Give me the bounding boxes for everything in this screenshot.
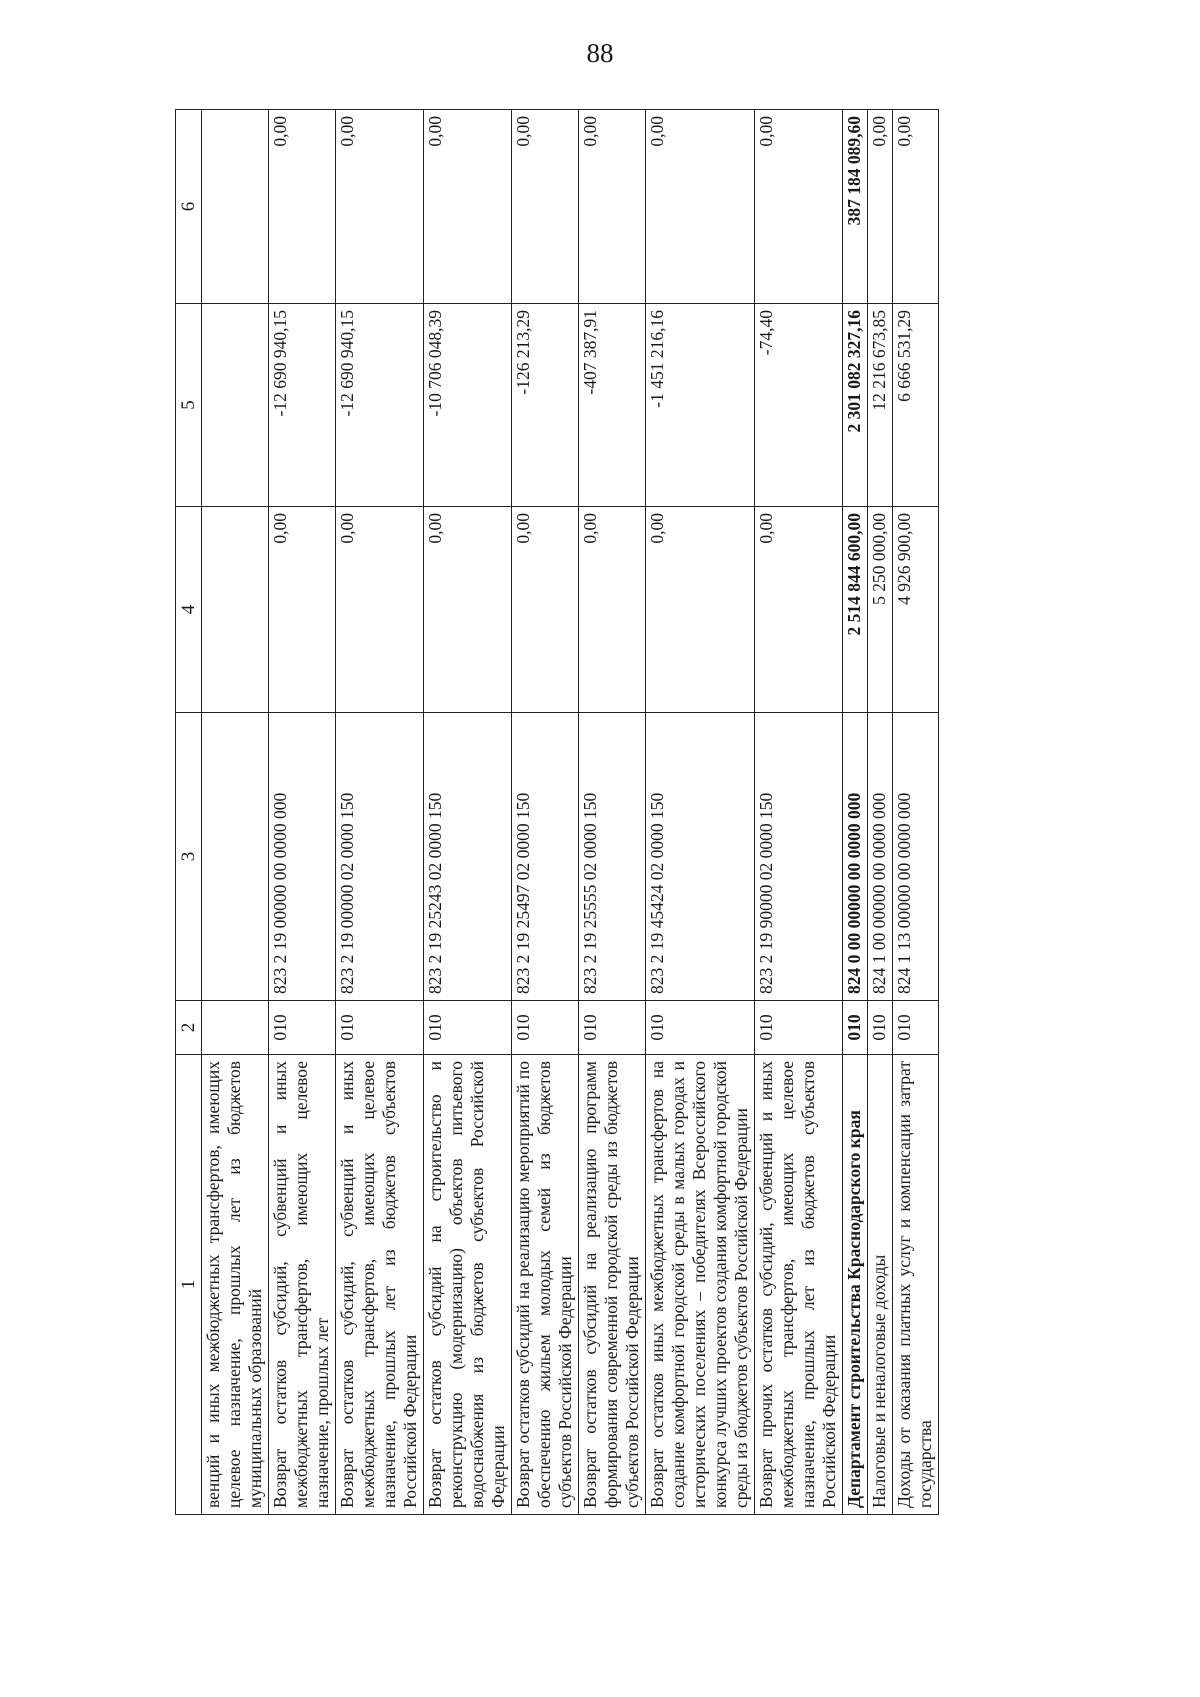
cell-col6: 0,00	[755, 110, 843, 304]
cell-line-code: 010	[843, 1001, 868, 1055]
cell-col6: 0,00	[579, 110, 646, 304]
header-col-6: 6	[176, 110, 202, 304]
header-col-4: 4	[176, 507, 202, 713]
cell-description: Возврат остатков субсидий на реализацию мероприятий по обеспечению жильем молодых семей из бюджетов субъектов Российской Федерации	[512, 1055, 579, 1515]
cell-executed: -10 706 048,39	[424, 304, 512, 507]
cell-col6: 0,00	[512, 110, 579, 304]
cell-budget-code: 823 2 19 00000 02 0000 150	[336, 713, 424, 1001]
cell-col6: 0,00	[336, 110, 424, 304]
cell-budget-code: 823 2 19 25555 02 0000 150	[579, 713, 646, 1001]
cell-description: Возврат остатков иных межбюджетных трансфертов на создание комфортной городской среды в малых городах и исторических поселениях – победителях Всероссийского конкурса лучших проектов создания комфортной городской среды из бюджетов субъектов Российской Федерации	[646, 1055, 755, 1515]
cell-description: Налоговые и неналоговые доходы	[868, 1055, 893, 1515]
cell-executed: 12 216 673,85	[868, 304, 893, 507]
cell-col6: 387 184 089,60	[843, 110, 868, 304]
cell-line-code: 010	[512, 1001, 579, 1055]
cell-approved: 0,00	[336, 507, 424, 713]
cell-description: Возврат остатков субсидий, субвенций и иных межбюджетных трансфертов, имеющих целевое назначение, прошлых лет	[269, 1055, 336, 1515]
cell-budget-code: 823 2 19 90000 02 0000 150	[755, 713, 843, 1001]
cell-description: Доходы от оказания платных услуг и компенсации затрат государства	[893, 1055, 939, 1515]
cell-approved: 2 514 844 600,00	[843, 507, 868, 713]
table-row	[843, 110, 868, 1515]
table-row	[646, 110, 755, 1515]
table-row	[202, 110, 269, 1515]
cell-executed: 6 666 531,29	[893, 304, 939, 507]
cell-line-code: 010	[755, 1001, 843, 1055]
cell-approved: 0,00	[512, 507, 579, 713]
table-row	[269, 110, 336, 1515]
cell-line-code: 010	[336, 1001, 424, 1055]
cell-budget-code: 824 0 00 00000 00 0000 000	[843, 713, 868, 1001]
table-row	[579, 110, 646, 1515]
cell-approved: 4 926 900,00	[893, 507, 939, 713]
cell-line-code: 010	[868, 1001, 893, 1055]
cell-description: венций и иных межбюджетных трансфертов, имеющих целевое назначение, прошлых лет из бюджетов муниципальных образований	[202, 1055, 269, 1515]
cell-description: Возврат остатков субсидий на реализацию программ формирования современной городской среды из бюджетов субъектов Российской Федерации	[579, 1055, 646, 1515]
header-col-2: 2	[176, 1001, 202, 1055]
table-row	[755, 110, 843, 1515]
cell-description: Возврат остатков субсидий, субвенций и иных межбюджетных трансфертов, имеющих целевое назначение, прошлых лет из бюджетов субъектов Российской Федерации	[336, 1055, 424, 1515]
cell-line-code: 010	[424, 1001, 512, 1055]
cell-budget-code: 824 1 00 00000 00 0000 000	[868, 713, 893, 1001]
table-row	[336, 110, 424, 1515]
cell-approved: 5 250 000,00	[868, 507, 893, 713]
table-row	[868, 110, 893, 1515]
cell-col6	[202, 110, 269, 304]
cell-executed	[202, 304, 269, 507]
table-row	[512, 110, 579, 1515]
cell-line-code: 010	[269, 1001, 336, 1055]
cell-executed: -12 690 940,15	[336, 304, 424, 507]
cell-description: Возврат остатков субсидий на строительство и реконструкцию (модернизацию) объектов питьевого водоснабжения из бюджетов субъектов Российской Федерации	[424, 1055, 512, 1515]
cell-budget-code: 823 2 19 25497 02 0000 150	[512, 713, 579, 1001]
cell-col6: 0,00	[868, 110, 893, 304]
cell-line-code	[202, 1001, 269, 1055]
cell-line-code: 010	[579, 1001, 646, 1055]
cell-col6: 0,00	[646, 110, 755, 304]
cell-approved: 0,00	[269, 507, 336, 713]
cell-col6: 0,00	[424, 110, 512, 304]
cell-approved: 0,00	[755, 507, 843, 713]
cell-approved: 0,00	[579, 507, 646, 713]
cell-col6: 0,00	[269, 110, 336, 304]
cell-budget-code	[202, 713, 269, 1001]
header-col-3: 3	[176, 713, 202, 1001]
table-row	[424, 110, 512, 1515]
cell-budget-code: 824 1 13 00000 00 0000 000	[893, 713, 939, 1001]
cell-budget-code: 823 2 19 45424 02 0000 150	[646, 713, 755, 1001]
cell-approved: 0,00	[424, 507, 512, 713]
cell-executed: -126 213,29	[512, 304, 579, 507]
page-number: 88	[586, 38, 614, 68]
cell-description: Департамент строительства Краснодарского края	[843, 1055, 868, 1515]
cell-col6: 0,00	[893, 110, 939, 304]
cell-executed: -74,40	[755, 304, 843, 507]
table-body	[202, 110, 939, 1515]
cell-line-code: 010	[893, 1001, 939, 1055]
cell-executed: -1 451 216,16	[646, 304, 755, 507]
cell-executed: 2 301 082 327,16	[843, 304, 868, 507]
revenue-table	[175, 109, 939, 1515]
cell-budget-code: 823 2 19 25243 02 0000 150	[424, 713, 512, 1001]
cell-approved: 0,00	[646, 507, 755, 713]
cell-executed: -12 690 940,15	[269, 304, 336, 507]
cell-description: Возврат прочих остатков субсидий, субвенций и иных межбюджетных трансфертов, имеющих целевое назначение, прошлых лет из бюджетов субъектов Российской Федерации	[755, 1055, 843, 1515]
table-row	[893, 110, 939, 1515]
header-row	[176, 110, 202, 1515]
rotated-table-container	[175, 110, 1130, 1515]
cell-budget-code: 823 2 19 00000 00 0000 000	[269, 713, 336, 1001]
cell-approved	[202, 507, 269, 713]
cell-executed: -407 387,91	[579, 304, 646, 507]
header-col-1: 1	[176, 1055, 202, 1515]
cell-line-code: 010	[646, 1001, 755, 1055]
header-col-5: 5	[176, 304, 202, 507]
